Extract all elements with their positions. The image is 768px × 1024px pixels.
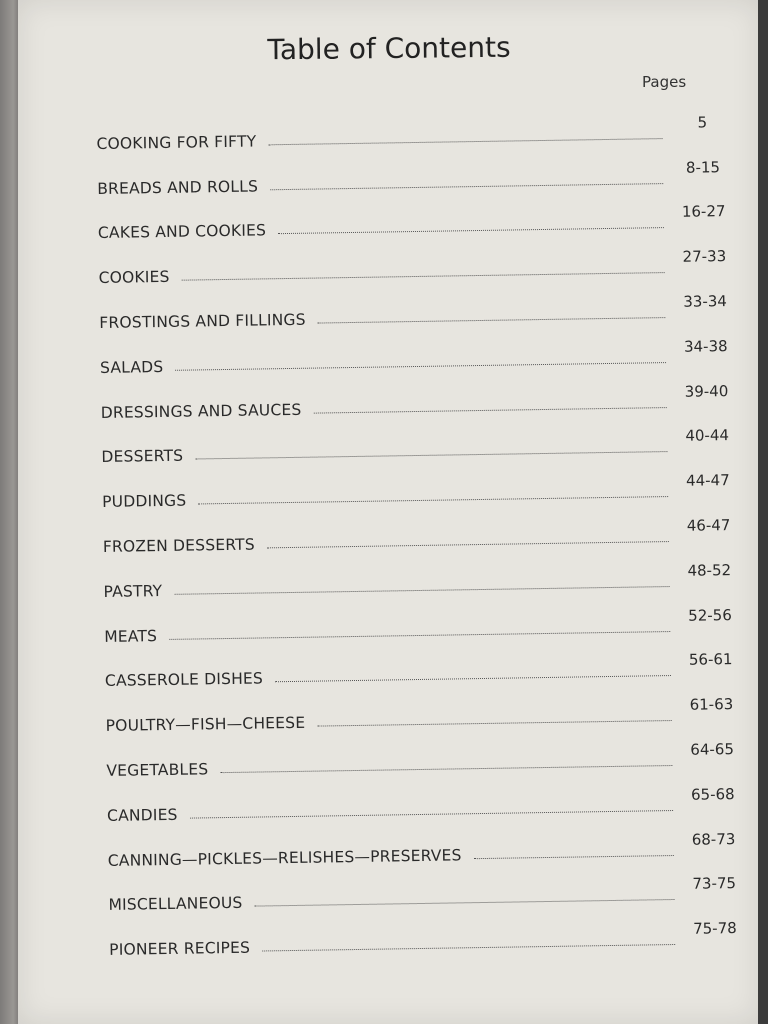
toc-entry-pages: 40-44	[685, 426, 730, 446]
toc-entry-label: CANDIES	[106, 805, 178, 825]
dot-leader	[174, 586, 669, 595]
toc-entry-label: FROZEN DESSERTS	[102, 535, 255, 556]
toc-entry-pages: 73-75	[692, 874, 737, 894]
toc-entry-label: DRESSINGS AND SAUCES	[100, 400, 302, 422]
toc-entry-pages: 34-38	[683, 336, 728, 356]
dot-leader	[198, 496, 668, 504]
dot-leader	[275, 675, 671, 682]
dot-leader	[220, 765, 672, 773]
toc-entry-pages: 39-40	[684, 381, 729, 401]
toc-entry-label: CAKES AND COOKIES	[97, 221, 267, 243]
dot-leader	[474, 855, 674, 859]
book-page	[18, 0, 760, 1024]
toc-entry-pages: 48-52	[687, 560, 732, 580]
dot-leader	[262, 944, 675, 951]
toc-entry-label: PUDDINGS	[102, 491, 187, 512]
dot-leader	[175, 362, 666, 371]
toc-entry-pages: 68-73	[691, 829, 736, 849]
dot-leader	[182, 272, 665, 281]
toc-entry-label: CANNING—PICKLES—RELISHES—PRESERVES	[107, 845, 462, 870]
dot-leader	[195, 451, 667, 459]
page-title: Table of Contents	[267, 30, 511, 67]
toc-entry-pages: 75-78	[692, 919, 737, 938]
toc-entry-pages: 61-63	[689, 695, 734, 714]
toc-entry-pages: 64-65	[690, 740, 735, 759]
toc-entry-pages: 33-34	[683, 292, 728, 311]
toc-entry-pages: 56-61	[688, 650, 733, 670]
table-of-contents	[96, 100, 741, 961]
dot-leader	[313, 407, 666, 414]
dot-leader	[278, 227, 664, 234]
dot-leader	[267, 541, 669, 548]
dot-leader	[255, 899, 675, 907]
toc-entry-pages: 52-56	[688, 605, 732, 625]
toc-entry-pages: 65-68	[690, 784, 735, 804]
dot-leader	[169, 631, 670, 640]
dot-leader	[190, 810, 673, 819]
toc-entry-label: COOKING FOR FIFTY	[96, 132, 257, 153]
toc-entry-label: DESSERTS	[101, 447, 184, 467]
dot-leader	[318, 317, 666, 323]
toc-entry-label: PASTRY	[103, 581, 163, 601]
toc-entry-label: BREADS AND ROLLS	[97, 177, 259, 198]
toc-entry-pages: 27-33	[682, 247, 727, 266]
toc-entry-label: PIONEER RECIPES	[109, 938, 251, 960]
toc-entry-pages: 16-27	[681, 202, 726, 222]
dot-leader	[268, 138, 662, 145]
toc-entry-pages: 5	[697, 113, 708, 132]
toc-entry-pages: 44-47	[685, 471, 730, 490]
pages-column-header: Pages	[642, 73, 687, 91]
toc-entry-label: CASSEROLE DISHES	[104, 669, 264, 691]
toc-entry-label: COOKIES	[98, 268, 170, 288]
toc-entry-label: SALADS	[99, 357, 164, 377]
toc-entry-label: FROSTINGS AND FILLINGS	[99, 310, 306, 332]
toc-entry-label: POULTRY—FISH—CHEESE	[105, 713, 306, 736]
toc-entry-label: MISCELLANEOUS	[108, 894, 243, 915]
toc-entry-label: VEGETABLES	[106, 760, 209, 780]
page-edge	[758, 0, 768, 1024]
toc-entry-label: MEATS	[104, 626, 158, 646]
toc-entry-pages: 8-15	[685, 157, 721, 177]
dot-leader	[270, 183, 663, 190]
dot-leader	[317, 720, 671, 727]
toc-entry-pages: 46-47	[686, 516, 731, 535]
